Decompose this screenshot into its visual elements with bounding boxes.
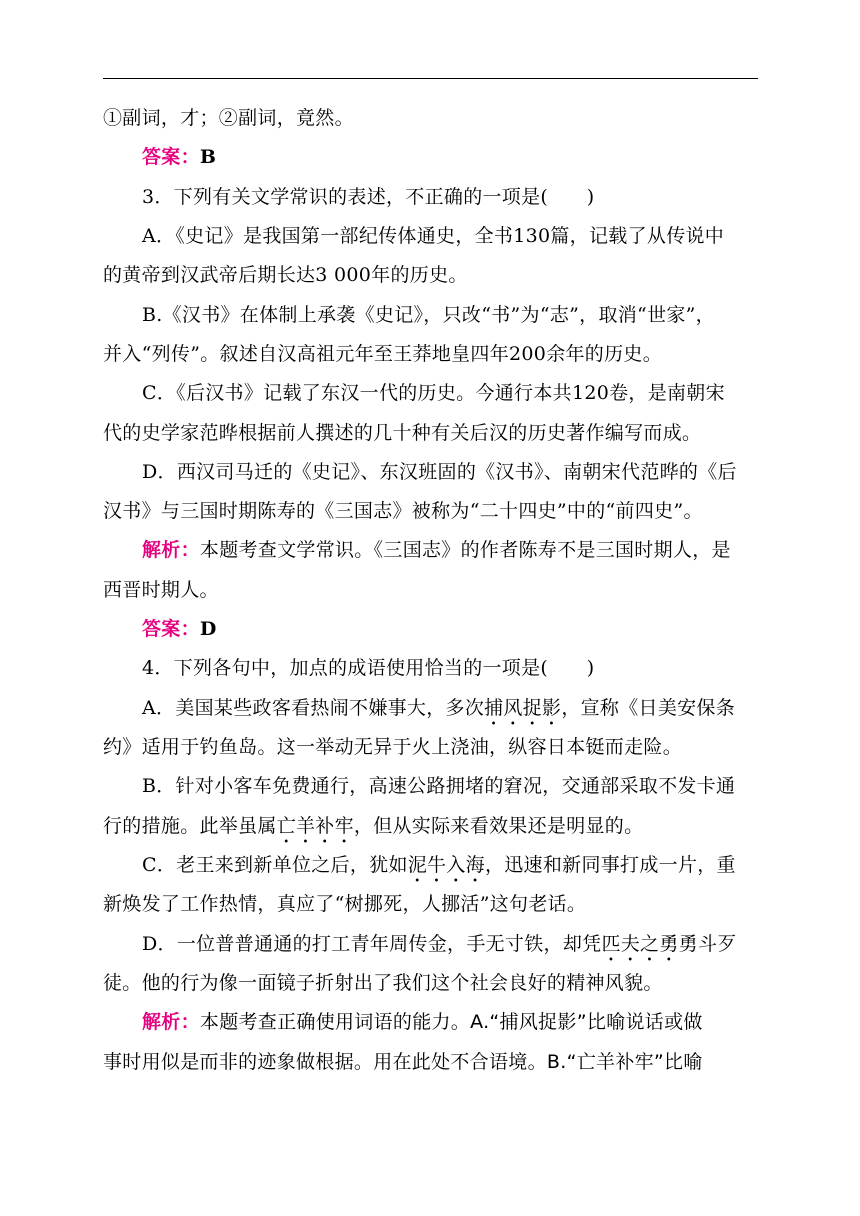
text-line: 徒。他的行为像一面镜子折射出了我们这个社会良好的精神风貌。 — [103, 972, 663, 994]
dotted-idiom: 泥牛入海 — [407, 854, 485, 876]
answer-line: 答案：B — [142, 146, 217, 168]
question-4-stem: 4．下列各句中，加点的成语使用恰当的一项是( ) — [142, 657, 595, 679]
text-line: ①副词，才；②副词，竟然。 — [103, 107, 354, 129]
option-c: C．老王来到新单位之后，犹如泥牛入海，迅速和新同事打成一片，重 — [142, 854, 736, 876]
dotted-idiom: 捕风捉影 — [484, 697, 562, 719]
option-a: A．《史记》是我国第一部纪传体通史，全书130篇，记载了从传说中 — [142, 225, 725, 247]
analysis-line: 解析：本题考查正确使用词语的能力。A.“捕风捉影”比喻说话或做 — [142, 1011, 703, 1033]
answer-label: 答案： — [142, 618, 200, 640]
text-line: 西晋时期人。 — [103, 579, 219, 601]
answer-label: 答案： — [142, 146, 200, 168]
text-line: 的黄帝到汉武帝后期长达3 000年的历史。 — [103, 264, 468, 286]
dotted-idiom: 亡羊补牢 — [276, 815, 354, 837]
option-c: C．《后汉书》记载了东汉一代的历史。今通行本共120卷，是南朝宋 — [142, 382, 725, 404]
question-3-stem: 3．下列有关文学常识的表述，不正确的一项是( ) — [142, 186, 595, 208]
analysis-label: 解析： — [142, 1011, 200, 1033]
analysis-label: 解析： — [142, 539, 200, 561]
option-b: B.《汉书》在体制上承袭《史记》，只改“书”为“志”，取消“世家”， — [142, 304, 715, 326]
text-line: 行的措施。此举虽属亡羊补牢，但从实际来看效果还是明显的。 — [103, 815, 644, 837]
answer-line: 答案：D — [142, 618, 217, 640]
option-b: B．针对小客车免费通行，高速公路拥堵的窘况，交通部采取不发卡通 — [142, 775, 736, 797]
analysis-line: 解析：本题考查文学常识。《三国志》的作者陈寿不是三国时期人，是 — [142, 539, 731, 561]
dotted-idiom: 匹夫之勇 — [601, 933, 679, 955]
text-line: 汉书》与三国时期陈寿的《三国志》被称为“二十四史”中的“前四史”。 — [103, 500, 703, 522]
header-rule — [103, 78, 758, 79]
option-d: D．西汉司马迁的《史记》、东汉班固的《汉书》、南朝宋代范晔的《后 — [142, 461, 737, 483]
option-d: D．一位普普通通的打工青年周传金，手无寸铁，却凭匹夫之勇勇斗歹 — [142, 933, 737, 955]
text-line: 新焕发了工作热情，真应了“树挪死，人挪活”这句老话。 — [103, 893, 587, 915]
option-a: A．美国某些政客看热闹不嫌事大，多次捕风捉影，宣称《日美安保条 — [142, 697, 736, 719]
text-line: 约》适用于钓鱼岛。这一举动无异于火上浇油，纵容日本铤而走险。 — [103, 736, 683, 758]
text-line: 并入“列传”。叙述自汉高祖元年至王莽地皇四年200余年的历史。 — [103, 343, 662, 365]
text-line: 代的史学家范晔根据前人撰述的几十种有关后汉的历史著作编写而成。 — [103, 422, 702, 444]
text-line: 事时用似是而非的迹象做根据。用在此处不合语境。B.“亡羊补牢”比喻 — [103, 1051, 703, 1073]
